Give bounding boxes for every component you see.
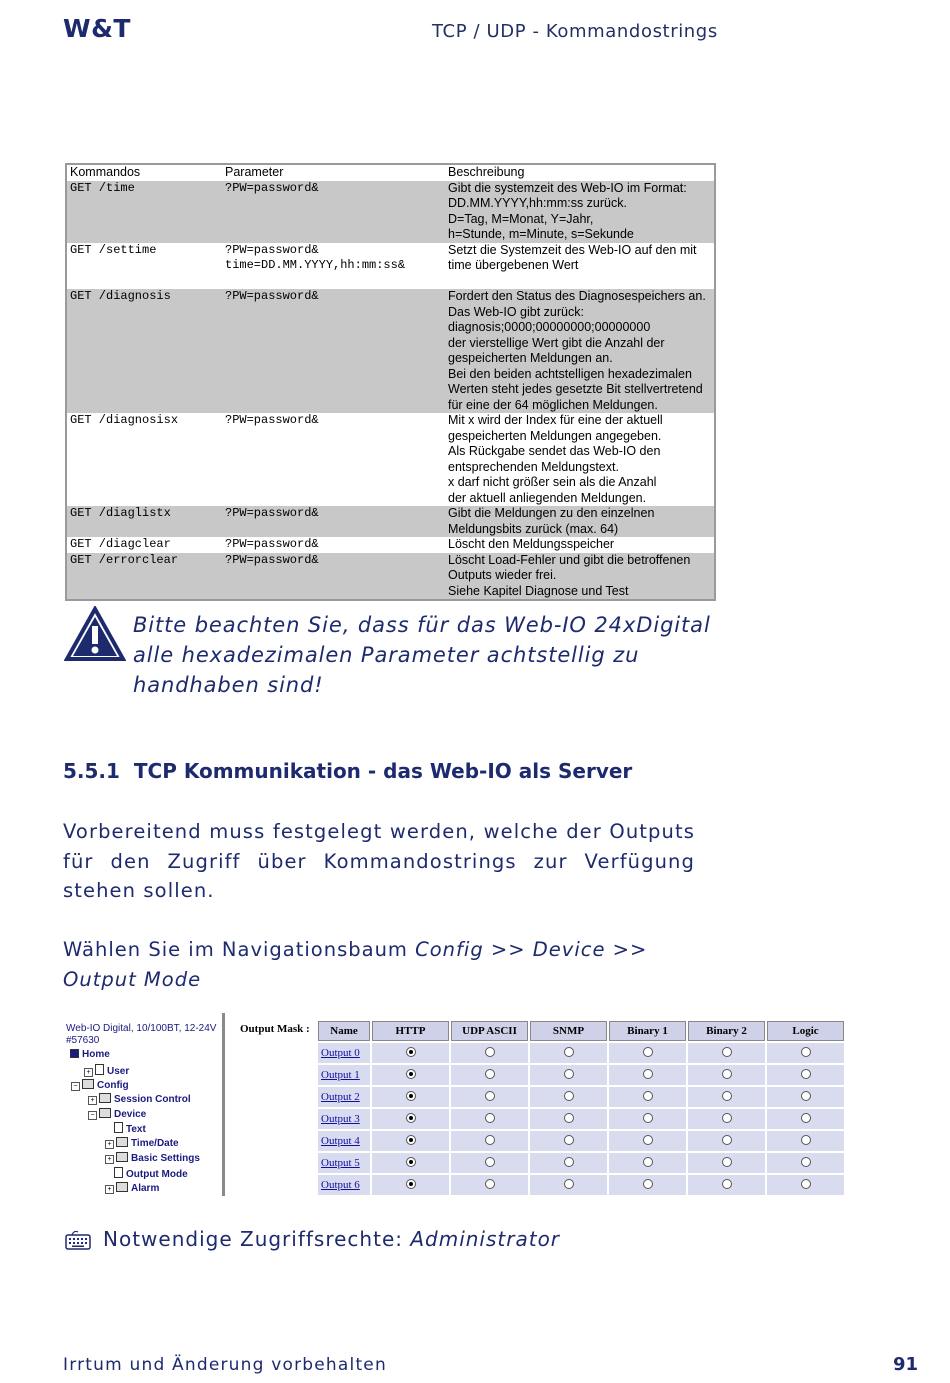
description-cell [445, 243, 715, 290]
warning-text: Bitte beachten Sie, dass für das Web-IO 24xDigital alle hexadezimalen Parameter achtstellig zu handhaben sind! [133, 613, 711, 697]
parameter-line: time=DD.MM.YYYY,hh:mm:ss& [225, 258, 406, 272]
description-cell [445, 553, 715, 601]
output-row [318, 1153, 844, 1173]
col-header-commands: Kommandos [66, 164, 222, 181]
output-link[interactable]: Output 3 [318, 1109, 370, 1129]
output-mode-screenshot [62, 1013, 848, 1196]
access-rights [103, 1227, 560, 1251]
radio-cell [372, 1131, 449, 1151]
output-mask-table [316, 1019, 846, 1196]
radio-cell [767, 1175, 844, 1195]
navigation-prefix: Wählen Sie im Navigationsbaum [63, 938, 416, 961]
tree-item-config[interactable]: − Config [71, 1079, 129, 1091]
mode-radio[interactable] [406, 1069, 416, 1079]
parameter-cell [222, 181, 445, 243]
radio-cell [609, 1153, 686, 1173]
parameter-line: ?PW=password& [225, 242, 319, 257]
description-line: DD.MM.YYYY,hh:mm:ss zurück. [448, 196, 627, 210]
radio-cell [609, 1131, 686, 1151]
mode-radio[interactable] [564, 1179, 574, 1189]
mode-radio[interactable] [564, 1069, 574, 1079]
tree-item-output-mode[interactable]: Output Mode [114, 1167, 188, 1180]
radio-cell [609, 1087, 686, 1107]
mode-radio[interactable] [643, 1047, 653, 1057]
table-row [66, 413, 715, 506]
description-line: Löscht Load-Fehler und gibt die betroffenen [448, 552, 691, 567]
parameter-cell [222, 289, 445, 413]
description-line: Bei den beiden achtstelligen hexadezimalen [448, 366, 692, 381]
description-line: der aktuell anliegenden Meldungen. [448, 490, 647, 505]
description-line: gespeicherten Meldungen an. [448, 351, 613, 365]
output-row [318, 1065, 844, 1085]
description-cell [445, 289, 715, 413]
radio-cell [451, 1153, 528, 1173]
output-column-header: Binary 1 [609, 1021, 686, 1041]
tree-item-alarm[interactable]: + Alarm [105, 1182, 159, 1194]
output-column-header: HTTP [372, 1021, 449, 1041]
mode-radio[interactable] [485, 1135, 495, 1145]
mode-radio[interactable] [485, 1047, 495, 1057]
radio-cell [767, 1087, 844, 1107]
description-line: Siehe Kapitel Diagnose und Test [448, 583, 629, 598]
radio-cell [530, 1065, 607, 1085]
mode-radio[interactable] [485, 1157, 495, 1167]
command-cell: GET /diagclear [66, 537, 222, 553]
command-cell: GET /errorclear [66, 553, 222, 601]
output-link[interactable]: Output 1 [318, 1065, 370, 1085]
command-cell: GET /settime [66, 243, 222, 290]
mode-radio[interactable] [643, 1091, 653, 1101]
radio-cell [530, 1043, 607, 1063]
page-number: 91 [893, 1354, 919, 1375]
radio-cell [451, 1087, 528, 1107]
mode-radio[interactable] [485, 1069, 495, 1079]
command-cell: GET /diagnosisx [66, 413, 222, 506]
mode-radio[interactable] [722, 1069, 732, 1079]
description-cell [445, 413, 715, 506]
mode-radio[interactable] [722, 1113, 732, 1123]
navigation-path: Config >> Device >> Output Mode [63, 938, 648, 991]
radio-cell [688, 1109, 765, 1129]
description-line: x darf nicht größer sein als die Anzahl [448, 475, 657, 489]
device-name: Web-IO Digital, 10/100BT, 12-24V [66, 1023, 217, 1034]
output-column-header: SNMP [530, 1021, 607, 1041]
radio-cell [451, 1065, 528, 1085]
description-line: Fordert den Status des Diagnosespeichers an. [448, 289, 706, 303]
radio-cell [451, 1131, 528, 1151]
frame-divider [222, 1013, 225, 1196]
mode-radio[interactable] [564, 1047, 574, 1057]
radio-cell [451, 1043, 528, 1063]
radio-cell [451, 1109, 528, 1129]
mode-radio[interactable] [643, 1113, 653, 1123]
radio-cell [372, 1153, 449, 1173]
radio-cell [530, 1175, 607, 1195]
parameter-line: ?PW=password& [225, 180, 319, 195]
description-line: Meldungsbits zurück (max. 64) [448, 521, 619, 536]
mode-radio[interactable] [801, 1157, 811, 1167]
description-line: Outputs wieder frei. [448, 568, 557, 582]
mode-radio[interactable] [406, 1047, 416, 1057]
mode-radio[interactable] [485, 1091, 495, 1101]
radio-cell [767, 1043, 844, 1063]
output-column-header: Logic [767, 1021, 844, 1041]
description-cell [445, 537, 715, 553]
mode-radio[interactable] [564, 1157, 574, 1167]
radio-cell [688, 1065, 765, 1085]
tree-item-time-date[interactable]: + Time/Date [105, 1137, 179, 1149]
radio-cell [688, 1175, 765, 1195]
keyboard-icon [64, 1229, 92, 1255]
col-header-parameter: Parameter [222, 164, 445, 181]
section-title: TCP Kommunikation - das Web-IO als Server [133, 759, 633, 783]
mode-radio[interactable] [801, 1047, 811, 1057]
radio-cell [372, 1087, 449, 1107]
mode-radio[interactable] [722, 1157, 732, 1167]
command-cell: GET /diagnosis [66, 289, 222, 413]
radio-cell [609, 1109, 686, 1129]
mode-radio[interactable] [722, 1047, 732, 1057]
description-cell [445, 181, 715, 243]
mode-radio[interactable] [485, 1113, 495, 1123]
paragraph-outputs: Vorbereitend muss festgelegt werden, welche der Outputs für den Zugriff über Kommandostrings zur Verfügung stehen sollen. [63, 820, 695, 902]
output-row [318, 1109, 844, 1129]
section-heading [63, 759, 632, 783]
description-line: Als Rückgabe sendet das Web-IO den [448, 444, 661, 458]
output-row [318, 1175, 844, 1195]
mode-radio[interactable] [643, 1179, 653, 1189]
description-line: Setzt die Systemzeit des Web-IO auf den mit [448, 242, 697, 257]
radio-cell [372, 1175, 449, 1195]
mode-radio[interactable] [564, 1135, 574, 1145]
parameter-cell [222, 553, 445, 601]
description-line [448, 274, 711, 290]
description-line: gespeicherten Meldungen angegeben. [448, 428, 662, 443]
description-line: Werten steht jedes gesetzte Bit stellvertretend [448, 382, 703, 396]
output-link[interactable]: Output 5 [318, 1153, 370, 1173]
output-row [318, 1087, 844, 1107]
section-number: 5.5.1 [63, 759, 120, 783]
radio-cell [767, 1131, 844, 1151]
description-line: entsprechenden Meldungstext. [448, 459, 619, 474]
description-line: Löscht den Meldungsspeicher [448, 537, 615, 551]
warning-triangle-icon [64, 606, 126, 666]
table-row [66, 289, 715, 413]
radio-cell [767, 1153, 844, 1173]
command-table [65, 163, 716, 601]
radio-cell [688, 1087, 765, 1107]
description-line: Das Web-IO gibt zurück: [448, 304, 584, 319]
output-link[interactable]: Output 4 [318, 1131, 370, 1151]
description-line: Gibt die systemzeit des Web-IO im Format: [448, 180, 687, 195]
tree-item-basic-settings[interactable]: + Basic Settings [105, 1152, 200, 1164]
mode-radio[interactable] [643, 1069, 653, 1079]
paragraph-navigation [63, 935, 703, 994]
command-cell: GET /diaglistx [66, 506, 222, 537]
output-column-header: UDP ASCII [451, 1021, 528, 1041]
mode-radio[interactable] [801, 1179, 811, 1189]
tree-item-text[interactable]: Text [114, 1122, 146, 1135]
access-rights-label: Notwendige Zugriffsrechte: [103, 1227, 411, 1251]
radio-cell [372, 1065, 449, 1085]
command-cell: GET /time [66, 181, 222, 243]
description-line: time übergebenen Wert [448, 258, 579, 272]
parameter-line: ?PW=password& [225, 552, 319, 567]
table-row [66, 243, 715, 290]
mode-radio[interactable] [406, 1135, 416, 1145]
tree-item-home[interactable]: Home [70, 1049, 110, 1060]
radio-cell [767, 1109, 844, 1129]
description-line: h=Stunde, m=Minute, s=Sekunde [448, 227, 634, 241]
mode-radio[interactable] [564, 1091, 574, 1101]
device-title [66, 1023, 226, 1047]
output-row [318, 1131, 844, 1151]
radio-cell [688, 1131, 765, 1151]
radio-cell [609, 1065, 686, 1085]
parameter-cell [222, 243, 445, 290]
radio-cell [530, 1131, 607, 1151]
description-line: der vierstellige Wert gibt die Anzahl der [448, 335, 665, 350]
description-line: Gibt die Meldungen zu den einzelnen [448, 506, 655, 520]
table-row [66, 553, 715, 601]
description-line: Mit x wird der Index für eine der aktuell [448, 413, 663, 427]
mode-radio[interactable] [643, 1135, 653, 1145]
mode-radio[interactable] [801, 1135, 811, 1145]
radio-cell [530, 1109, 607, 1129]
radio-cell [688, 1043, 765, 1063]
mode-radio[interactable] [406, 1157, 416, 1167]
mode-radio[interactable] [406, 1179, 416, 1189]
parameter-cell [222, 413, 445, 506]
navigation-tree [62, 1013, 222, 1196]
radio-cell [451, 1175, 528, 1195]
table-row [66, 537, 715, 553]
output-row [318, 1043, 844, 1063]
brand-logo: W&T [63, 14, 131, 43]
mode-radio[interactable] [485, 1179, 495, 1189]
mode-radio[interactable] [801, 1091, 811, 1101]
radio-cell [530, 1153, 607, 1173]
radio-cell [609, 1043, 686, 1063]
description-line: D=Tag, M=Monat, Y=Jahr, [448, 211, 594, 226]
radio-cell [372, 1043, 449, 1063]
table-row [66, 181, 715, 243]
mode-radio[interactable] [722, 1091, 732, 1101]
mode-radio[interactable] [722, 1179, 732, 1189]
mode-radio[interactable] [643, 1157, 653, 1167]
parameter-line: ?PW=password& [225, 289, 319, 303]
radio-cell [688, 1153, 765, 1173]
description-line: für eine der 64 möglichen Meldungen. [448, 397, 658, 412]
description-cell [445, 506, 715, 537]
tree-item-user[interactable]: + User [84, 1064, 129, 1077]
output-link[interactable]: Output 6 [318, 1175, 370, 1195]
mode-radio[interactable] [406, 1113, 416, 1123]
mode-radio[interactable] [801, 1113, 811, 1123]
output-link[interactable]: Output 2 [318, 1087, 370, 1107]
parameter-line: ?PW=password& [225, 537, 319, 551]
mode-radio[interactable] [564, 1113, 574, 1123]
mode-radio[interactable] [406, 1091, 416, 1101]
parameter-line: ?PW=password& [225, 413, 319, 427]
header-title: TCP / UDP - Kommandostrings [432, 21, 718, 42]
tree-item-session-control[interactable]: + Session Control [88, 1093, 191, 1105]
col-header-description: Beschreibung [445, 164, 715, 181]
radio-cell [372, 1109, 449, 1129]
parameter-cell [222, 537, 445, 553]
radio-cell [609, 1175, 686, 1195]
mode-radio[interactable] [722, 1135, 732, 1145]
table-row [66, 506, 715, 537]
parameter-cell [222, 506, 445, 537]
output-column-header: Name [318, 1021, 370, 1041]
device-id: #57630 [66, 1035, 100, 1046]
parameter-line: ?PW=password& [225, 506, 319, 520]
output-column-header: Binary 2 [688, 1021, 765, 1041]
footer-note: Irrtum und Änderung vorbehalten [63, 1355, 387, 1375]
tree-item-device[interactable]: − Device [88, 1108, 146, 1120]
radio-cell [530, 1087, 607, 1107]
description-line: diagnosis;0000;00000000;00000000 [448, 320, 651, 334]
mode-radio[interactable] [801, 1069, 811, 1079]
access-rights-value: Administrator [410, 1227, 561, 1251]
radio-cell [767, 1065, 844, 1085]
output-mask-label: Output Mask : [240, 1023, 310, 1035]
output-link[interactable]: Output 0 [318, 1043, 370, 1063]
